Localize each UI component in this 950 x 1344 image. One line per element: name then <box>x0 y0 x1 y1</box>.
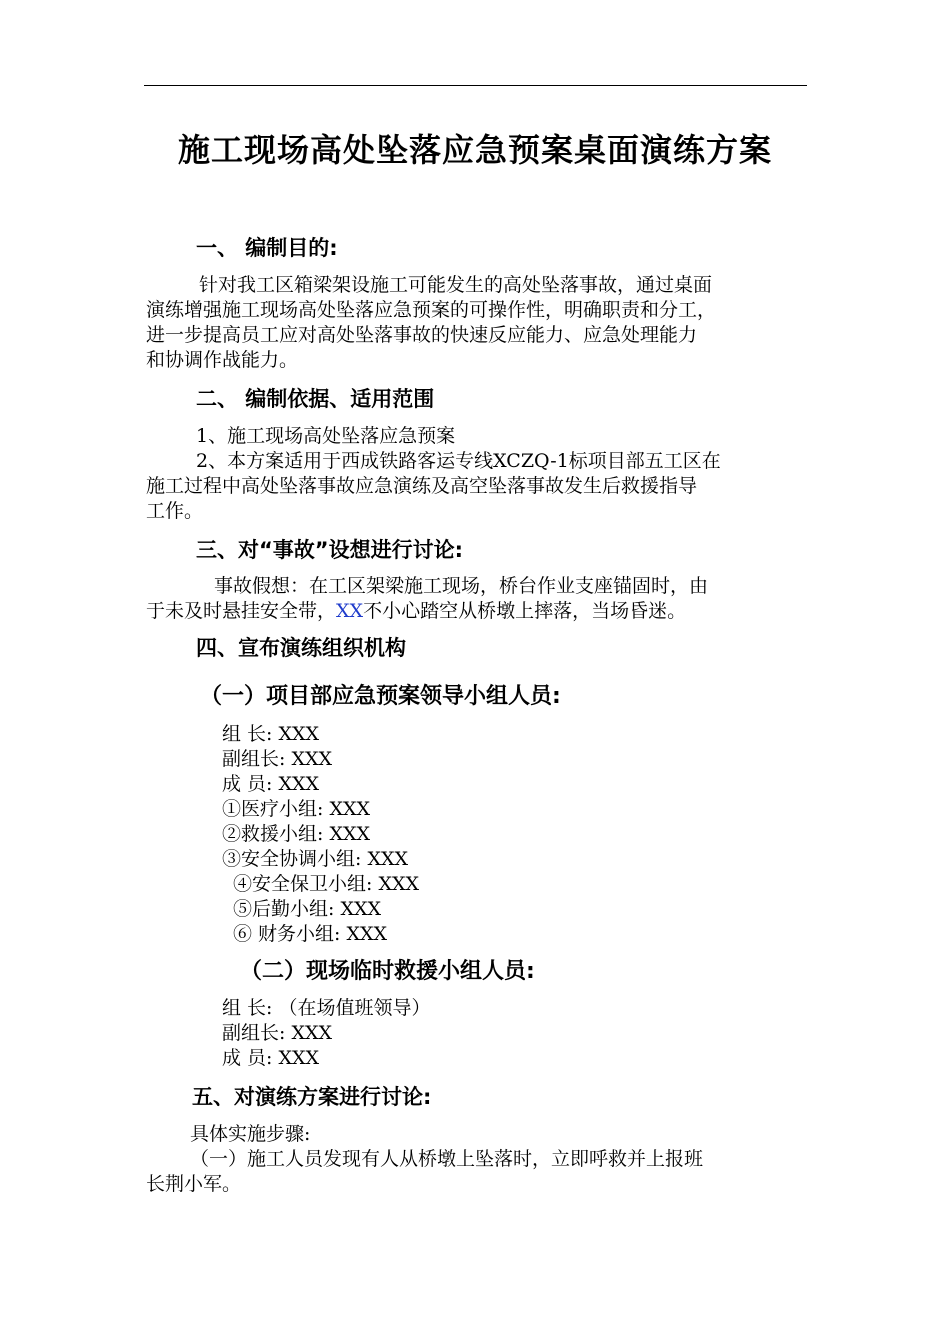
section-1-line-3: 进一步提高员工应对高处坠落事故的快速反应能力、应急处理能力 <box>146 324 698 346</box>
top-rule <box>144 85 807 86</box>
section-1-line-1: 针对我工区箱梁架设施工可能发生的高处坠落事故，通过桌面 <box>199 274 713 296</box>
list2-item-members: 成 员: XXX <box>222 1047 320 1069</box>
list2-item-leader: 组 长: （在场值班领导） <box>222 997 431 1019</box>
section-4-heading: 四、宣布演练组织机构 <box>196 636 406 660</box>
section-3-line-1: 事故假想：在工区架梁施工现场，桥台作业支座锚固时，由 <box>214 575 709 597</box>
list1-item-logistics: ⑤后勤小组: XXX <box>233 898 382 920</box>
person-placeholder: XX <box>336 600 364 622</box>
section-5-line-1: 具体实施步骤: <box>190 1123 311 1145</box>
list1-item-safety-coordination: ③安全协调小组: XXX <box>222 848 409 870</box>
list1-item-leader: 组 长: XXX <box>222 723 320 745</box>
section-3-heading: 三、对“事故”设想进行讨论: <box>196 538 464 562</box>
list1-item-medical: ①医疗小组: XXX <box>222 798 371 820</box>
list2-item-deputy: 副组长: XXX <box>222 1022 333 1044</box>
section-3-line-2 <box>146 599 686 624</box>
list1-item-finance: ⑥ 财务小组: XXX <box>233 923 388 945</box>
section-1-line-4: 和协调作战能力。 <box>146 349 299 371</box>
section-1-line-2: 演练增强施工现场高处坠落应急预案的可操作性，明确职责和分工， <box>146 299 717 321</box>
document-title: 施工现场高处坠落应急预案桌面演练方案 <box>177 131 772 169</box>
section-3-line-2-a: 于未及时悬挂安全带， <box>146 600 337 622</box>
list1-item-deputy: 副组长: XXX <box>222 748 333 770</box>
section-5-heading: 五、对演练方案进行讨论: <box>192 1085 432 1109</box>
section-4-subheading-1: （一）项目部应急预案领导小组人员: <box>200 684 561 709</box>
list1-item-members: 成 员: XXX <box>222 773 320 795</box>
section-2-line-1: 1、施工现场高处坠落应急预案 <box>196 425 456 447</box>
section-4-subheading-2: （二）现场临时救援小组人员: <box>240 959 535 984</box>
section-1-heading: 一、 编制目的: <box>196 236 338 260</box>
section-5-line-2: （一）施工人员发现有人从桥墩上坠落时，立即呼救并上报班 <box>190 1148 704 1170</box>
section-2-line-3: 施工过程中高处坠落事故应急演练及高空坠落事故发生后救援指导 <box>146 475 698 497</box>
section-2-line-4: 工作。 <box>146 500 204 522</box>
section-3-line-2-b: 不小心踏空从桥墩上摔落，当场昏迷。 <box>363 600 687 622</box>
list1-item-security: ④安全保卫小组: XXX <box>233 873 420 895</box>
section-5-line-3: 长荆小军。 <box>146 1173 242 1195</box>
section-2-line-2: 2、本方案适用于西成铁路客运专线XCZQ-1标项目部五工区在 <box>196 450 721 472</box>
section-2-heading: 二、 编制依据、适用范围 <box>196 387 435 411</box>
list1-item-rescue: ②救援小组: XXX <box>222 823 371 845</box>
